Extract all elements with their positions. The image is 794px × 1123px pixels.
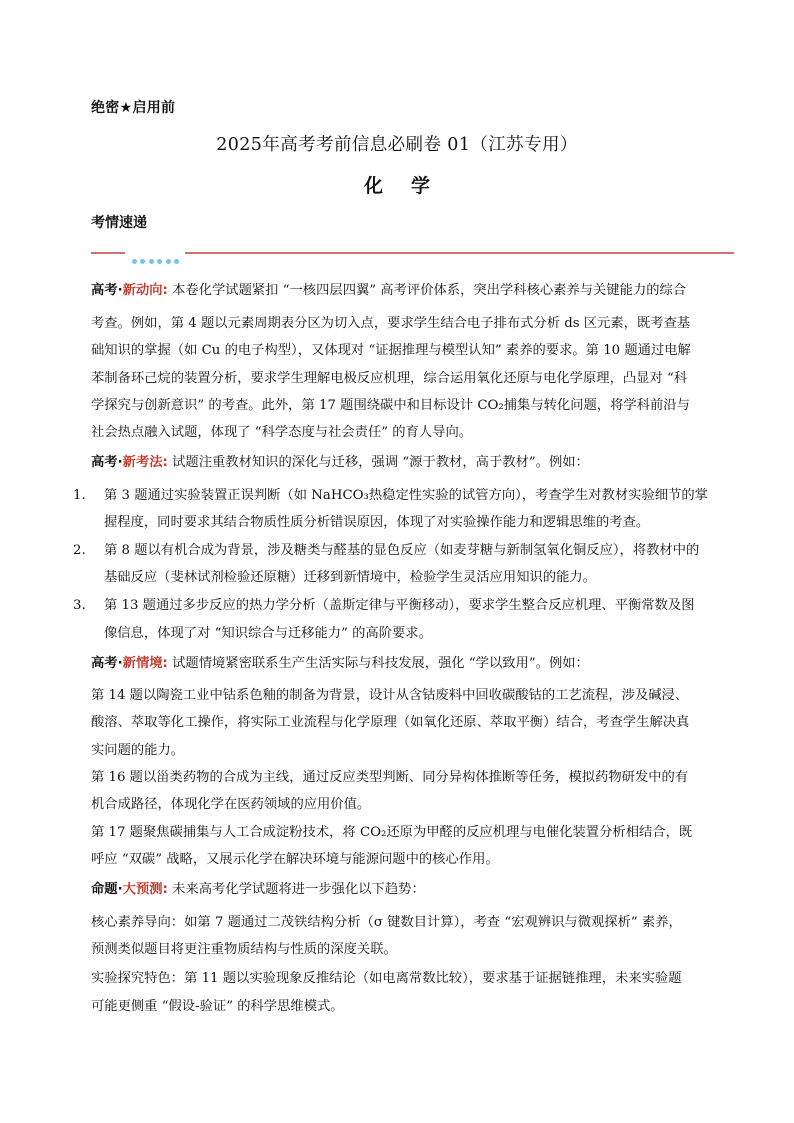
paragraph-line: 第 14 题以陶瓷工业中钴系色釉的制备为背景，设计从含钴废料中回收碳酸钴的工艺流程，涉及碱浸、 bbox=[91, 688, 689, 703]
list-item-line: 第 3 题通过实验装置正误判断（如 NaHCO₃热稳定性实验的试管方向），考查学生对教材实验细节的掌 bbox=[104, 488, 708, 503]
paragraph-line: 苯制备环己烷的装置分析，要求学生理解电极反应机理，综合运用氧化还原与电化学原理，凸显对 “科 bbox=[91, 371, 688, 386]
section-divider bbox=[91, 252, 734, 254]
exam-title: 2025年高考考前信息必刷卷 01（江苏专用） bbox=[216, 135, 578, 155]
paragraph-line: 实问题的能力。 bbox=[91, 743, 185, 758]
paragraph-line: 第 17 题聚焦碳捕集与人工合成淀粉技术，将 CO₂还原为甲醛的反应机理与电催化装置分析相结合，既 bbox=[91, 825, 693, 840]
list-item-line: 第 13 题通过多步反应的热力学分析（盖斯定律与平衡移动），要求学生整合反应机理、平衡常数及图 bbox=[104, 598, 695, 613]
divider-dot bbox=[174, 259, 179, 264]
paragraph-line: 学探究与创新意识” 的考查。此外，第 17 题围绕碳中和目标设计 CO₂捕集与转化问题，将学科前沿与 bbox=[91, 398, 690, 413]
paragraph-line: 预测类似题目将更注重物质结构与性质的深度关联。 bbox=[91, 942, 397, 957]
paragraph-line: 核心素养导向：如第 7 题通过二茂铁结构分析（σ 键数目计算），考查 “宏观辨识与微观探析” 素养， bbox=[91, 915, 682, 930]
subject-title: 化学 bbox=[363, 175, 458, 197]
paragraph-line: 酸溶、萃取等化工操作，将实际工业流程与化学原理（如氧化还原、萃取平衡）结合，考查学生解决真 bbox=[91, 715, 690, 730]
divider-dot bbox=[132, 259, 137, 264]
paragraph-line: 第 16 题以甾类药物的合成为主线，通过反应类型判断、同分异构体推断等任务，模拟药物研发中的有 bbox=[91, 770, 689, 785]
paragraph-line: 实验探究特色：第 11 题以实验现象反推结论（如电离常数比较），要求基于证据链推理，未来实验题 bbox=[91, 971, 682, 986]
label-new-method: 高考·新考法: bbox=[91, 455, 168, 470]
label-new-situation: 高考·新情境: bbox=[91, 656, 168, 671]
confidential-mark: 绝密★启用前 bbox=[91, 100, 176, 116]
paragraph-line: 高考·新动向: 本卷化学试题紧扣 “一核四层四翼” 高考评价体系，突出学科核心素养与关键能力的综合 bbox=[91, 283, 687, 298]
paragraph-line: 高考·新考法: 试题注重教材知识的深化与迁移，强调 “源于教材，高于教材”。例如： bbox=[91, 455, 589, 470]
paragraph-line: 呼应 “双碳” 战略，又展示化学在解决环境与能源问题中的核心作用。 bbox=[91, 852, 499, 867]
paragraph-line: 考查。例如，第 4 题以元素周期表分区为切入点，要求学生结合电子排布式分析 ds 区元素，既考查基 bbox=[91, 316, 691, 331]
list-number: 2. bbox=[73, 543, 86, 558]
label-new-trend: 高考·新动向: bbox=[91, 283, 168, 298]
list-number: 3. bbox=[73, 598, 86, 613]
list-item-line: 像信息，体现了对 “知识综合与迁移能力” 的高阶要求。 bbox=[104, 626, 432, 641]
divider-line-right bbox=[185, 252, 734, 254]
label-prediction: 命题·大预测: bbox=[91, 882, 168, 897]
divider-dot bbox=[140, 259, 145, 264]
divider-dot bbox=[166, 259, 171, 264]
paragraph-line: 础知识的掌握（如 Cu 的电子构型），又体现对 “证据推理与模型认知” 素养的要求。第 10 题通过电解 bbox=[91, 343, 691, 358]
paragraph-line: 高考·新情境: 试题情境紧密联系生产生活实际与科技发展，强化 “学以致用”。例如： bbox=[91, 656, 589, 671]
list-item-line: 第 8 题以有机合成为背景，涉及糖类与醛基的显色反应（如麦芽糖与新制氢氧化铜反应），将教材中的 bbox=[104, 543, 700, 558]
list-item-line: 握程度，同时要求其结合物质性质分析错误原因，体现了对实验操作能力和逻辑思维的考查。 bbox=[104, 515, 650, 530]
divider-line-left bbox=[91, 252, 125, 254]
paragraph-line: 可能更侧重 “假设-验证” 的科学思维模式。 bbox=[91, 999, 344, 1014]
paragraph-line: 命题·大预测: 未来高考化学试题将进一步强化以下趋势： bbox=[91, 882, 425, 897]
section-heading: 考情速递 bbox=[91, 215, 147, 231]
list-number: 1. bbox=[73, 488, 86, 503]
divider-dots bbox=[132, 249, 182, 268]
divider-dot bbox=[149, 259, 154, 264]
list-item-line: 基础反应（斐林试剂检验还原糖）迁移到新情境中，检验学生灵活应用知识的能力。 bbox=[104, 570, 596, 585]
paragraph-line: 社会热点融入试题，体现了 “科学态度与社会责任” 的育人导向。 bbox=[91, 425, 473, 440]
paragraph-line: 机合成路径，体现化学在医药领域的应用价值。 bbox=[91, 797, 371, 812]
divider-dot bbox=[157, 259, 162, 264]
